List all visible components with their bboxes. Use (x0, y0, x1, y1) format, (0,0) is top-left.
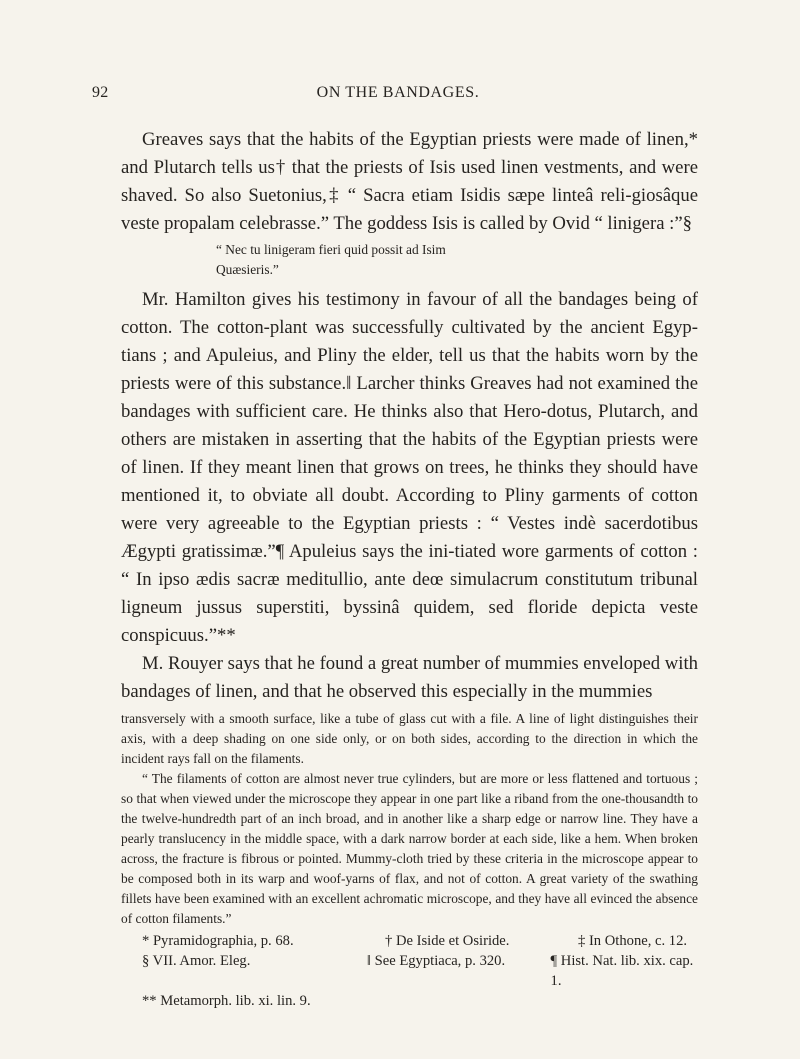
footnote-row (121, 951, 698, 991)
note-cotton-filaments: “ The filaments of cotton are almost never true cylinders, but are more or less flattened and tortuous ; so that when viewed under the microscope they appear in one part like a riband from the one-thousandth to the twelve-hundredth part of an inch broad, and in another like a sharp edge or narrow line. They have a pearly translucency in the middle space, with a dark narrow border at each side, like a hem. When broken across, the fracture is fibrous or pointed. Mummy-cloth tried by these criteria in the microscope appear to be composed both in its warp and woof-yarns of flax, and not of cotton. A great variety of the swathing fillets have been examined with an excellent achromatic microscope, and they have all evinced the absence of cotton filaments.” (121, 771, 698, 926)
footnote-item: ** Metamorph. lib. xi. lin. 9. (142, 993, 311, 1009)
body-text (121, 126, 698, 1011)
footnote-item: † De Iside et Osiride. (385, 933, 510, 949)
footnote-item: ¶ Hist. Nat. lib. xix. cap. 1. (550, 953, 694, 989)
footnote-item: ‖ See Egyptiaca, p. 320. (366, 953, 506, 969)
ovid-quote (121, 240, 698, 280)
footnotes (121, 931, 698, 1011)
footnote-item: § VII. Amor. Eleg. (142, 953, 251, 969)
page-header (92, 84, 696, 110)
footnote-row (121, 931, 698, 951)
paragraph-greaves: Greaves says that the habits of the Egyptian priests were made of linen,* and Plutarch tells us† that the priests of Isis used linen vestments, and were shaved. So also Suetonius,‡ “ Sacra etiam Isidis sæpe linteâ reli-giosâque veste propalam celebrasse.” The goddess Isis is called by Ovid “ linigera :”§ (121, 129, 698, 234)
ovid-quote-line-1: “ Nec tu linigeram fieri quid possit ad Isim (216, 242, 446, 257)
paragraph-rouyer: M. Rouyer says that he found a great number of mummies enveloped with bandages of linen, and that he observed this especially in the mummies (121, 653, 698, 702)
footnote-item: * Pyramidographia, p. 68. (142, 933, 294, 949)
note-continuation: transversely with a smooth surface, like a tube of glass cut with a file. A line of light distinguishes their axis, with a deep shading on one side only, or on both sides, according to the direction in which the incident rays fall on the filaments. (121, 711, 698, 766)
footnote-item: ‡ In Othone, c. 12. (578, 933, 688, 949)
page-number: 92 (92, 84, 109, 101)
ovid-quote-line-2: Quæsieris.” (216, 262, 279, 277)
footnote-row (121, 991, 698, 1011)
notes-block (121, 709, 698, 929)
paragraph-hamilton: Mr. Hamilton gives his testimony in favour of all the bandages being of cotton. The cotton-plant was successfully cultivated by the ancient Egyp-tians ; and Apuleius, and Pliny the elder, tell us that the habits worn by the priests were of this substance.‖ Larcher thinks Greaves had not examined the bandages with sufficient care. He thinks also that Hero-dotus, Plutarch, and others are mistaken in asserting that the habits of the Egyptian priests were of linen. If they meant linen that grows on trees, he thinks they should have mentioned it, to obviate all doubt. According to Pliny garments of cotton were very agreeable to the Egyptian priests : “ Vestes indè sacerdotibus Ægypti gratissimæ.”¶ Apuleius says the ini-tiated wore garments of cotton : “ In ipso ædis sacræ meditullio, ante deœ simulacrum constitutum tribunal ligneum jussus superstiti, byssinâ quidem, sed floride depicta veste conspicuus.”** (121, 289, 698, 646)
running-title: ON THE BANDAGES. (316, 84, 480, 101)
